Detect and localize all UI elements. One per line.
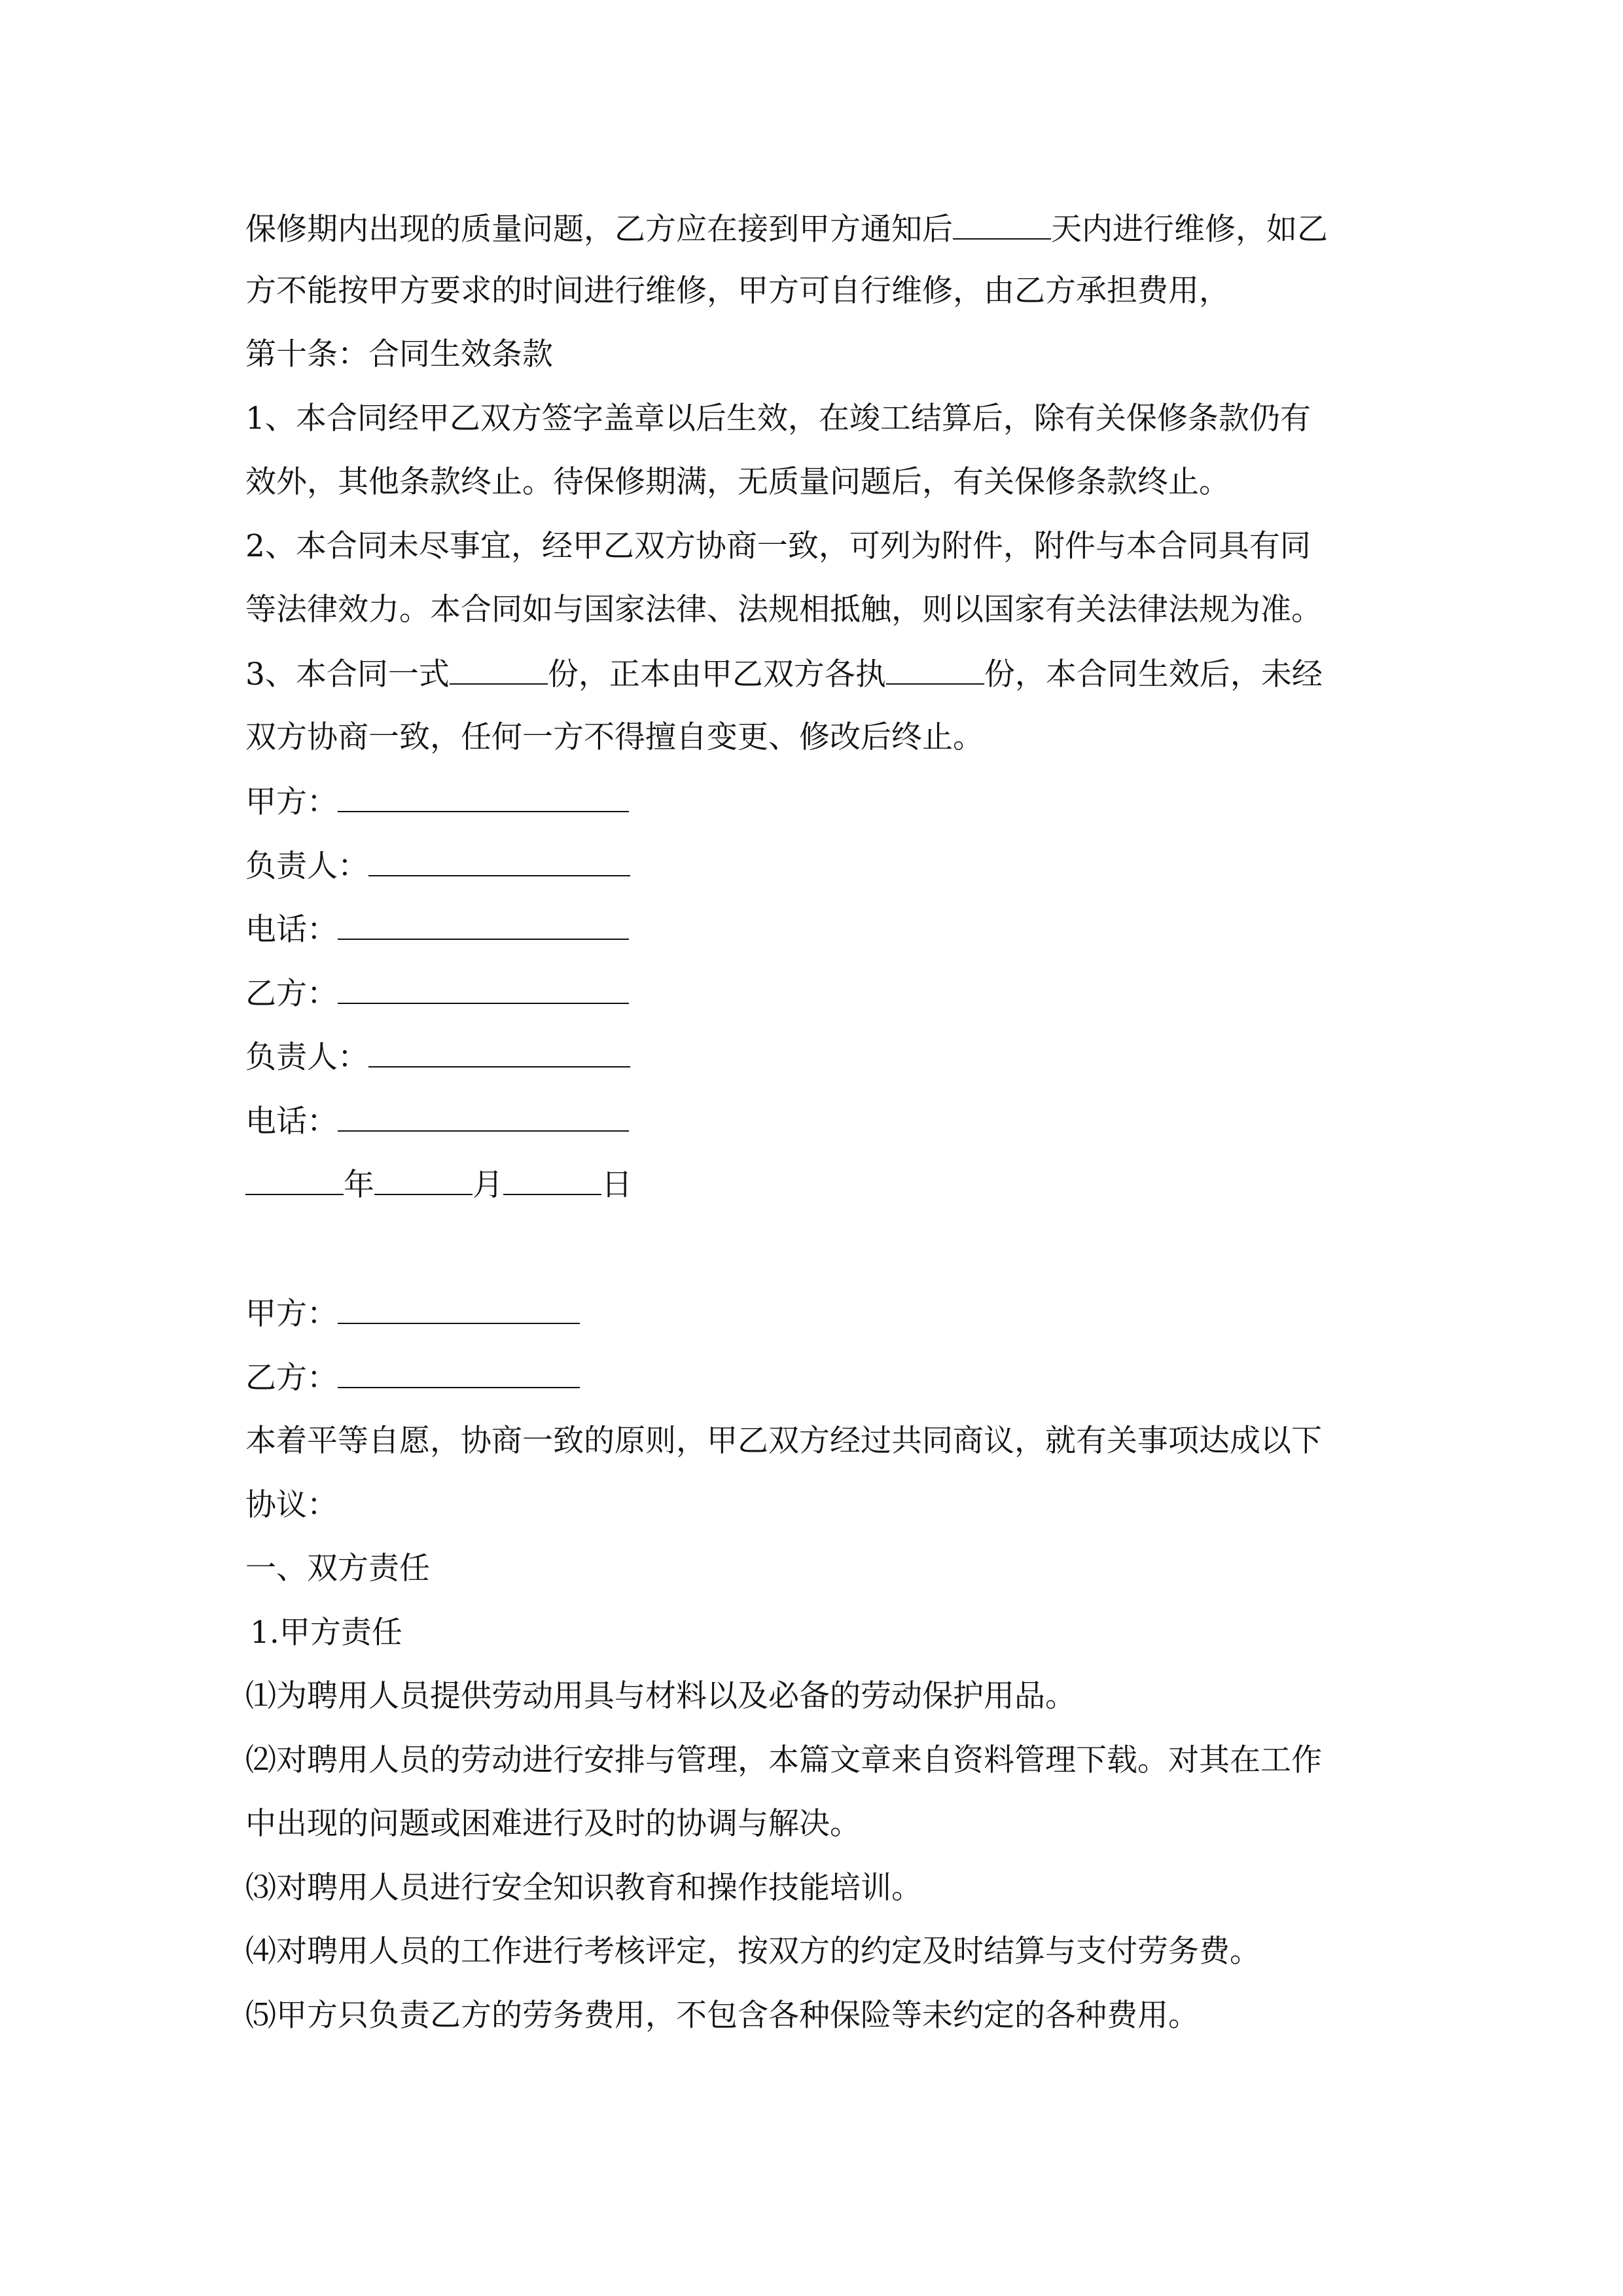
party-a-line: [245, 1294, 580, 1334]
text: 份，本合同生效后，未经: [984, 656, 1323, 692]
blank-line: [368, 1037, 630, 1067]
blank-month: [374, 1165, 473, 1195]
label: 日: [601, 1167, 632, 1203]
blank-line: [338, 910, 629, 940]
signature-principal-a: [245, 846, 630, 886]
signature-principal-b: [245, 1037, 630, 1077]
blank-copies: [450, 655, 548, 685]
paragraph-line: [245, 209, 1328, 249]
blank-line: [338, 782, 629, 812]
signature-party-b: [245, 974, 629, 1014]
list-item: ⑶对聘用人员进行安全知识教育和操作技能培训。: [245, 1870, 922, 1906]
signature-phone-a: [245, 910, 629, 950]
text: 份，正本由甲乙双方各执: [547, 656, 886, 692]
blank-line: [338, 1294, 580, 1324]
list-item: ⑴为聘用人员提供劳动用具与材料以及必备的劳动保护用品。: [245, 1678, 1076, 1714]
blank-year: [245, 1165, 344, 1195]
blank-copies-each: [886, 655, 984, 685]
signature-party-a: [245, 782, 629, 822]
blank-line: [368, 846, 630, 876]
paragraph-line: 协议：: [245, 1487, 338, 1523]
signature-phone-b: [245, 1102, 629, 1141]
blank-days: [953, 209, 1051, 240]
blank-line: [338, 1358, 580, 1388]
paragraph-line: 双方协商一致，任何一方不得擅自变更、修改后终止。: [245, 719, 984, 755]
text: 保修期内出现的质量问题，乙方应在接到甲方通知后: [245, 211, 953, 247]
section-heading: 一、双方责任: [245, 1551, 430, 1587]
label: 乙方：: [245, 976, 338, 1012]
label: 年: [344, 1167, 374, 1203]
blank-line: [338, 1102, 629, 1132]
subsection-heading: 1.甲方责任: [250, 1615, 402, 1651]
paragraph-line: 效外，其他条款终止。待保修期满，无质量问题后，有关保修条款终止。: [245, 464, 1230, 500]
list-item: ⑸甲方只负责乙方的劳务费用，不包含各种保险等未约定的各种费用。: [245, 1998, 1199, 2034]
paragraph-line: [245, 655, 1323, 694]
text: 天内进行维修，如乙: [1051, 211, 1328, 247]
text: 3、本合同一式: [245, 656, 450, 692]
blank-day: [503, 1165, 601, 1195]
paragraph-line: 本着平等自愿，协商一致的原则，甲乙双方经过共同商议，就有关事项达成以下: [245, 1423, 1322, 1459]
label: 乙方：: [245, 1360, 338, 1396]
label: 电话：: [245, 912, 338, 948]
label: 负责人：: [245, 848, 368, 884]
label: 电话：: [245, 1103, 338, 1139]
section-heading: 第十条：合同生效条款: [245, 336, 553, 372]
label: 甲方：: [245, 1296, 338, 1332]
party-b-line: [245, 1358, 580, 1398]
paragraph-line: 2、本合同未尽事宜，经甲乙双方协商一致，可列为附件，附件与本合同具有同: [245, 528, 1311, 564]
label: 月: [473, 1167, 503, 1203]
date-line: [245, 1165, 632, 1205]
paragraph-line: 等法律效力。本合同如与国家法律、法规相抵触，则以国家有关法律法规为准。: [245, 592, 1322, 628]
paragraph-line: 1、本合同经甲乙双方签字盖章以后生效，在竣工结算后，除有关保修条款仍有: [245, 401, 1311, 437]
list-item: ⑵对聘用人员的劳动进行安排与管理，本篇文章来自资料管理下载。对其在工作: [245, 1742, 1322, 1778]
label: 甲方：: [245, 784, 338, 820]
paragraph-line: 中出现的问题或困难进行及时的协调与解决。: [245, 1806, 861, 1842]
paragraph-line: 方不能按甲方要求的时间进行维修，甲方可自行维修，由乙方承担费用，: [245, 273, 1230, 309]
list-item: ⑷对聘用人员的工作进行考核评定，按双方的约定及时结算与支付劳务费。: [245, 1933, 1260, 1969]
label: 负责人：: [245, 1039, 368, 1075]
blank-line: [338, 974, 629, 1004]
